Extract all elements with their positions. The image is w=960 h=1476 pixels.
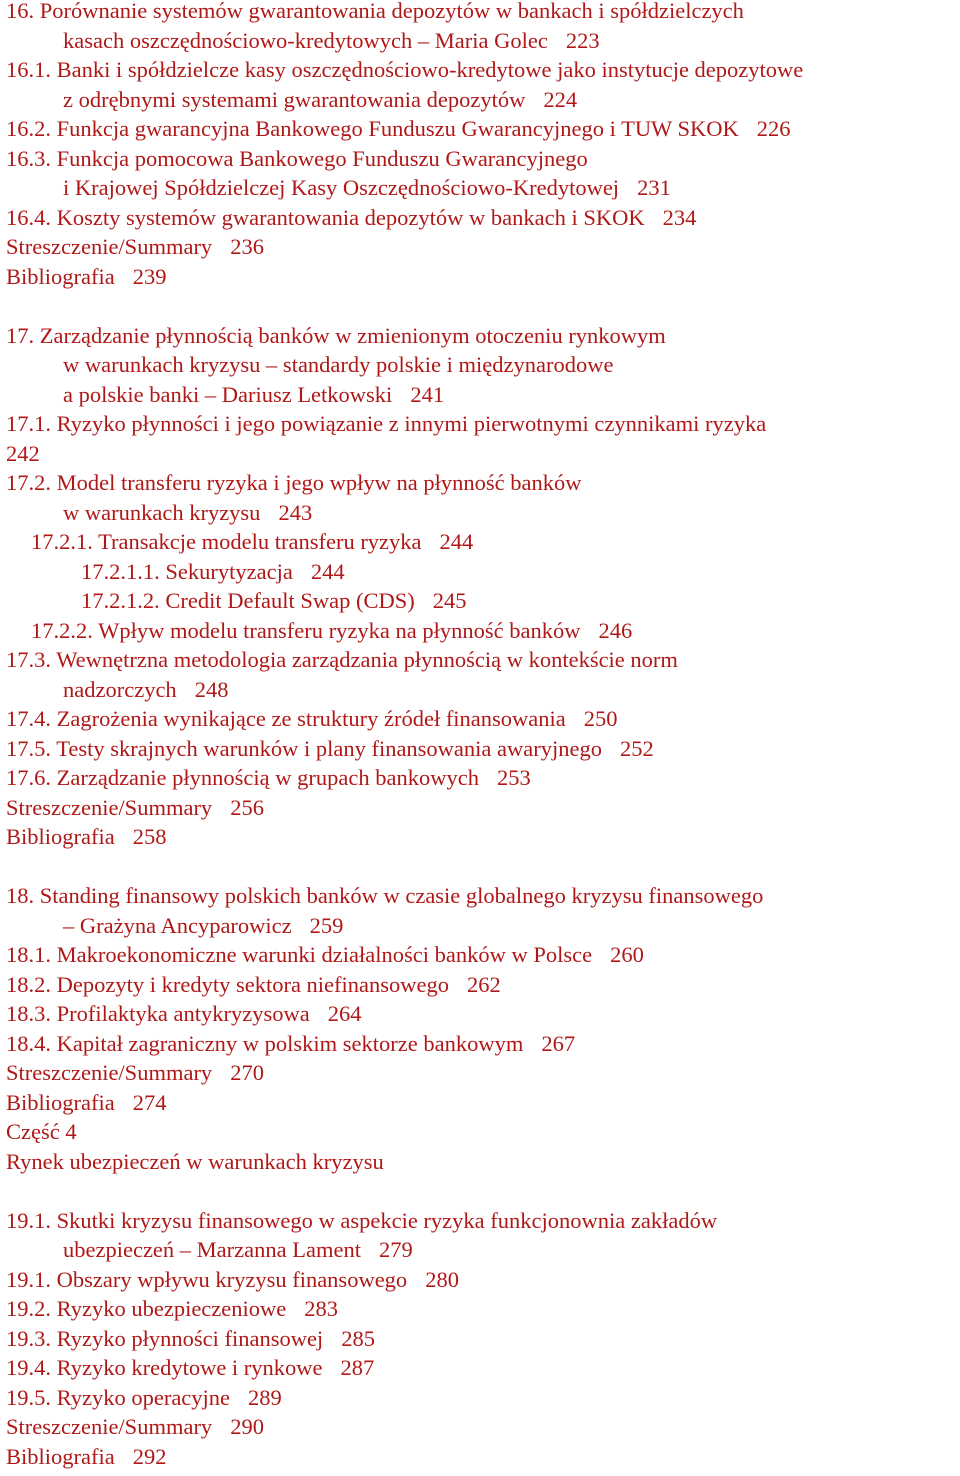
toc-entry-page: 260 [610,942,644,967]
toc-entry-page: 248 [194,676,229,702]
toc-entry [6,586,958,616]
toc-entry-title: 17.2. Model transferu ryzyka i jego wpływ na płynność banków [6,470,582,495]
toc-entry-title: 19.3. Ryzyko płynności finansowej [6,1325,324,1351]
toc-entry-title: 19.1. Obszary wpływu kryzysu finansowego [6,1266,408,1292]
toc-entry-title: i Krajowej Spółdzielczej Kasy Oszczędnościowo-Kredytowej [63,175,620,200]
toc-entry-title: 17.5. Testy skrajnych warunków i plany finansowania awaryjnego [6,735,602,761]
toc-entry [6,203,958,233]
toc-entry-page: 243 [278,499,313,525]
toc-entry [6,1147,958,1177]
toc-entry-title: nadzorczych [63,676,177,702]
toc-entry [6,1235,958,1265]
toc-entry [6,350,958,380]
toc-entry-title: a polskie banki – Dariusz Letkowski [63,381,393,407]
toc-entry-title: 17.2.1.2. Credit Default Swap (CDS) [81,588,415,613]
toc-entry [6,1265,958,1295]
toc-entry-page: 226 [756,116,791,141]
toc-entry-title: Bibliografia [6,263,115,289]
toc-entry-page: 270 [230,1060,264,1085]
toc-entry-title: 18.2. Depozyty i kredyty sektora niefinansowego [6,971,450,997]
toc-entry [6,1058,958,1088]
toc-entry-title: Bibliografia [6,1443,115,1469]
toc-entry [6,26,958,56]
toc-entry [6,114,958,144]
toc-entry-page: 283 [304,1296,339,1321]
toc-entry-page: 274 [132,1089,167,1115]
toc-entry-title: Bibliografia [6,1089,115,1115]
toc-entry-title: 17.4. Zagrożenia wynikające ze struktury źródeł finansowania [6,706,566,731]
toc-entry [6,940,958,970]
toc-entry-page: 264 [327,1001,362,1026]
toc-entry [6,1353,958,1383]
toc-entry-title: 18.3. Profilaktyka antykryzysowa [6,1001,310,1026]
toc-entry-page: 279 [378,1237,413,1262]
toc-entry-page: 285 [341,1325,375,1351]
toc-entry [6,645,958,675]
toc-entry-page: 253 [496,765,531,790]
toc-entry-title: 17. Zarządzanie płynnością banków w zmienionym otoczeniu rynkowym [6,322,666,348]
toc-entry-title: 17.2.1.1. Sekurytyzacja [81,558,293,584]
toc-entry [6,1412,958,1442]
table-of-contents [6,0,958,1471]
toc-entry-title: 242 [6,440,40,466]
toc-entry-title: ubezpieczeń – Marzanna Lament [63,1237,361,1262]
toc-entry-title: 17.6. Zarządzanie płynnością w grupach bankowych [6,765,479,790]
toc-entry-title: 16.2. Funkcja gwarancyjna Bankowego Funduszu Gwarancyjnego i TUW SKOK [6,116,739,141]
toc-entry [6,1324,958,1354]
toc-entry [6,0,958,26]
toc-entry [6,793,958,823]
toc-entry [6,763,958,793]
toc-entry [6,1117,958,1147]
toc-entry [6,1294,958,1324]
toc-entry-page: 292 [132,1443,167,1469]
toc-entry [6,409,958,439]
toc-entry-page: 223 [565,27,600,53]
toc-entry [6,55,958,85]
section-gap [6,291,958,321]
toc-entry-title: 17.3. Wewnętrzna metodologia zarządzania płynnością w kontekście norm [6,647,678,672]
toc-entry [6,173,958,203]
toc-entry-page: 290 [230,1414,264,1439]
toc-entry-title: 16.1. Banki i spółdzielcze kasy oszczędnościowo-kredytowe jako instytucje depozytowe [6,57,804,82]
toc-entry-page: 280 [425,1266,459,1292]
toc-entry [6,734,958,764]
toc-entry-title: 17.2.2. Wpływ modelu transferu ryzyka na płynność banków [31,617,581,643]
toc-entry-title: 18.1. Makroekonomiczne warunki działalności banków w Polsce [6,942,593,967]
toc-entry-page: 246 [598,617,633,643]
toc-entry [6,881,958,911]
toc-entry [6,911,958,941]
toc-entry [6,498,958,528]
toc-entry [6,704,958,734]
toc-entry-title: kasach oszczędnościowo-kredytowych – Maria Golec [63,27,548,53]
toc-entry-title: 17.2.1. Transakcje modelu transferu ryzyka [31,529,422,554]
toc-entry-title: – Grażyna Ancyparowicz [63,912,292,938]
toc-entry-title: Streszczenie/Summary [6,1414,213,1439]
toc-entry-page: 245 [432,588,467,613]
toc-entry-page: 258 [132,824,167,849]
toc-entry [6,557,958,587]
toc-entry-title: Streszczenie/Summary [6,1060,213,1085]
toc-entry [6,1206,958,1236]
toc-entry-page: 241 [410,381,445,407]
toc-entry [6,822,958,852]
toc-entry-title: 18.4. Kapitał zagraniczny w polskim sektorze bankowym [6,1030,524,1056]
toc-entry-title: Część 4 [6,1119,77,1144]
toc-entry-page: 267 [541,1030,576,1056]
toc-entry-title: Streszczenie/Summary [6,234,213,259]
toc-entry-page: 239 [132,263,167,289]
toc-entry [6,232,958,262]
toc-entry-title: Streszczenie/Summary [6,794,213,820]
toc-entry-page: 259 [309,912,344,938]
toc-entry [6,1088,958,1118]
section-gap [6,1176,958,1206]
toc-entry-page: 244 [439,529,474,554]
toc-entry [6,439,958,469]
toc-entry-title: Rynek ubezpieczeń w warunkach kryzysu [6,1148,384,1174]
toc-entry [6,999,958,1029]
toc-entry-title: 17.1. Ryzyko płynności i jego powiązanie z innymi pierwotnymi czynnikami ryzyka [6,411,767,436]
toc-entry [6,1383,958,1413]
toc-entry [6,616,958,646]
toc-entry-title: 19.4. Ryzyko kredytowe i rynkowe [6,1355,323,1380]
toc-entry-page: 252 [620,735,654,761]
toc-entry-page: 234 [662,204,697,230]
toc-entry [6,85,958,115]
toc-entry-title: Bibliografia [6,824,115,849]
toc-entry-page: 256 [230,794,264,820]
toc-entry-title: 19.1. Skutki kryzysu finansowego w aspekcie ryzyka funkcjonownia zakładów [6,1207,718,1233]
toc-entry [6,468,958,498]
toc-entry-title: 16. Porównanie systemów gwarantowania depozytów w bankach i spółdzielczych [6,0,744,23]
toc-entry-title: w warunkach kryzysu – standardy polskie i międzynarodowe [63,352,614,377]
toc-entry-title: 19.5. Ryzyko operacyjne [6,1384,231,1410]
toc-entry [6,380,958,410]
toc-entry [6,144,958,174]
toc-entry-page: 250 [583,706,618,731]
toc-entry-page: 289 [248,1384,282,1410]
toc-entry [6,527,958,557]
toc-entry [6,970,958,1000]
toc-entry [6,262,958,292]
toc-entry-page: 224 [543,86,578,112]
toc-entry [6,1029,958,1059]
toc-entry-page: 236 [230,234,264,259]
toc-entry [6,1442,958,1472]
toc-entry-title: z odrębnymi systemami gwarantowania depozytów [63,86,526,112]
toc-entry-title: 18. Standing finansowy polskich banków w czasie globalnego kryzysu finansowego [6,883,764,908]
toc-entry [6,675,958,705]
toc-entry [6,321,958,351]
toc-entry-title: 16.3. Funkcja pomocowa Bankowego Funduszu Gwarancyjnego [6,145,588,171]
toc-entry-page: 231 [637,175,671,200]
toc-entry-page: 244 [310,558,345,584]
toc-entry-title: w warunkach kryzysu [63,499,261,525]
toc-entry-title: 16.4. Koszty systemów gwarantowania depozytów w bankach i SKOK [6,204,645,230]
section-gap [6,852,958,882]
toc-entry-page: 262 [467,971,501,997]
toc-entry-page: 287 [340,1355,375,1380]
toc-entry-title: 19.2. Ryzyko ubezpieczeniowe [6,1296,287,1321]
